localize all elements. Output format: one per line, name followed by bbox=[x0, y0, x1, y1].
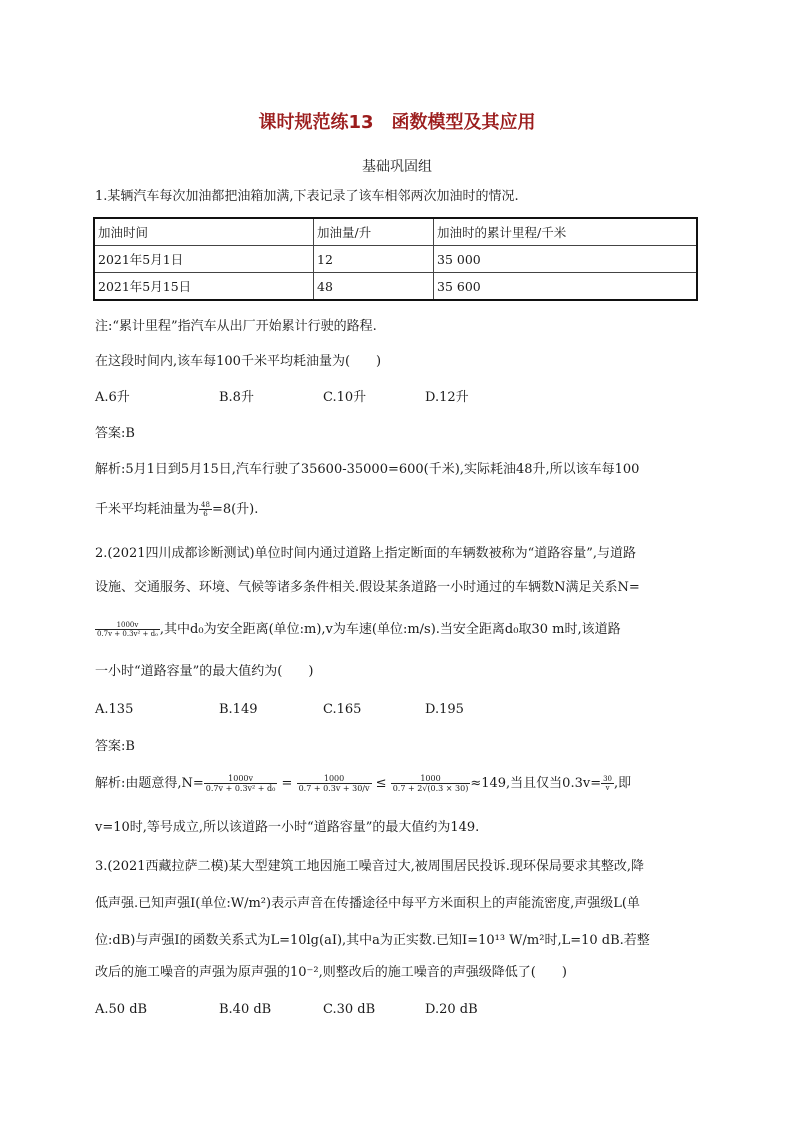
table-cell: 35 600 bbox=[434, 273, 698, 301]
fraction-denominator: 0.7v + 0.3v² + d₀ bbox=[97, 629, 158, 638]
analysis-text: 解析:由题意得,N= bbox=[95, 776, 204, 791]
fraction-numerator: 1000 bbox=[323, 773, 345, 783]
q3-stem-line4: 改后的施工噪音的声强为原声强的10⁻²,则整改后的施工噪音的声强级降低了( ) bbox=[95, 965, 567, 980]
option-a[interactable]: A.6升 bbox=[95, 390, 130, 405]
table-row bbox=[94, 273, 697, 301]
fraction-denominator: 6 bbox=[199, 509, 212, 518]
q1-analysis-line1: 解析:5月1日到5月15日,汽车行驶了35600-35000=600(千米),实际耗油48升,所以该车每100 bbox=[95, 462, 640, 477]
fraction bbox=[601, 776, 614, 792]
option-d[interactable]: D.20 dB bbox=[425, 1002, 478, 1017]
fuel-table bbox=[93, 217, 698, 301]
option-c[interactable]: C.165 bbox=[323, 702, 362, 717]
q2-stem-line3 bbox=[95, 620, 621, 640]
formula-fraction bbox=[95, 622, 160, 638]
q3-stem-line2: 低声强.已知声强I(单位:W/m²)表示声音在传播途径中每平方米面积上的声能流密度,声强级L(单 bbox=[95, 896, 640, 911]
table-header-row bbox=[94, 218, 697, 246]
option-c[interactable]: C.10升 bbox=[323, 390, 367, 405]
fraction-denominator: 0.7v + 0.3v² + d₀ bbox=[205, 783, 276, 793]
table-cell: 12 bbox=[314, 246, 434, 273]
q1-answer: 答案:B bbox=[95, 426, 135, 441]
fraction-numerator: 1000 bbox=[420, 773, 441, 783]
analysis-text: ≈149,当且仅当0.3v= bbox=[470, 776, 602, 791]
option-b[interactable]: B.40 dB bbox=[219, 1002, 272, 1017]
page-title: 课时规范练13 函数模型及其应用 bbox=[258, 112, 536, 133]
q1-analysis-line2 bbox=[95, 500, 258, 520]
option-a[interactable]: A.50 dB bbox=[95, 1002, 148, 1017]
q1-question: 在这段时间内,该车每100千米平均耗油量为( ) bbox=[95, 354, 382, 369]
option-b[interactable]: B.8升 bbox=[219, 390, 254, 405]
fraction bbox=[391, 775, 471, 793]
fraction-numerator: 30 bbox=[603, 774, 613, 783]
option-d[interactable]: D.12升 bbox=[425, 390, 469, 405]
fraction-numerator: 1000v bbox=[228, 773, 254, 783]
fraction bbox=[204, 775, 278, 793]
analysis-text: =8(升). bbox=[211, 502, 259, 517]
table-header-cell: 加油量/升 bbox=[314, 218, 434, 246]
fraction-numerator: 1000v bbox=[116, 620, 139, 629]
fraction-numerator: 48 bbox=[201, 500, 210, 509]
table-cell: 2021年5月1日 bbox=[94, 246, 314, 273]
analysis-text: ,即 bbox=[614, 776, 632, 791]
fraction-denominator: 0.7 + 2√(0.3 × 30) bbox=[392, 783, 469, 793]
table-row bbox=[94, 246, 697, 273]
analysis-text: 千米平均耗油量为 bbox=[95, 502, 200, 517]
q2-stem-line2: 设施、交通服务、环境、气候等诸多条件相关.假设某条道路一小时通过的车辆数N满足关系N= bbox=[95, 580, 640, 595]
table-cell: 48 bbox=[314, 273, 434, 301]
fraction-denominator: v bbox=[601, 783, 614, 792]
section-subtitle: 基础巩固组 bbox=[362, 159, 432, 175]
table-cell: 35 000 bbox=[434, 246, 698, 273]
q2-answer: 答案:B bbox=[95, 739, 135, 754]
leq-sign: ≤ bbox=[375, 776, 387, 791]
q2-analysis-line2: v=10时,等号成立,所以该道路一小时“道路容量”的最大值约为149. bbox=[95, 820, 480, 835]
q2-analysis-line1 bbox=[95, 774, 631, 794]
table-cell: 2021年5月15日 bbox=[94, 273, 314, 301]
q1-stem: 1.某辆汽车每次加油都把油箱加满,下表记录了该车相邻两次加油时的情况. bbox=[95, 189, 519, 204]
fraction bbox=[199, 502, 212, 518]
fraction-denominator: 0.7 + 0.3v + 30/v bbox=[298, 783, 370, 793]
q3-stem-line3: 位:dB)与声强I的函数关系式为L=10lg(aI),其中a为正实数.已知I=10¹³ W/m²时,L=10 dB.若整 bbox=[95, 933, 650, 948]
equals-sign: = bbox=[281, 776, 293, 791]
q3-stem-line1: 3.(2021西藏拉萨二模)某大型建筑工地因施工噪音过大,被周围居民投诉.现环保局要求其整改,降 bbox=[95, 859, 645, 874]
q2-stem-line1: 2.(2021四川成都诊断测试)单位时间内通过道路上指定断面的车辆数被称为“道路容量”,与道路 bbox=[95, 546, 637, 561]
option-b[interactable]: B.149 bbox=[219, 702, 258, 717]
table-header-cell: 加油时的累计里程/千米 bbox=[434, 218, 698, 246]
q2-stem-line4: 一小时“道路容量”的最大值约为( ) bbox=[95, 664, 314, 679]
option-c[interactable]: C.30 dB bbox=[323, 1002, 376, 1017]
fraction bbox=[297, 775, 372, 793]
table-header-cell: 加油时间 bbox=[94, 218, 314, 246]
option-d[interactable]: D.195 bbox=[425, 702, 464, 717]
stem-text: ,其中d₀为安全距离(单位:m),v为车速(单位:m/s).当安全距离d₀取30 m时,该道路 bbox=[159, 622, 621, 637]
option-a[interactable]: A.135 bbox=[95, 702, 134, 717]
q1-note: 注:“累计里程”指汽车从出厂开始累计行驶的路程. bbox=[95, 319, 377, 334]
